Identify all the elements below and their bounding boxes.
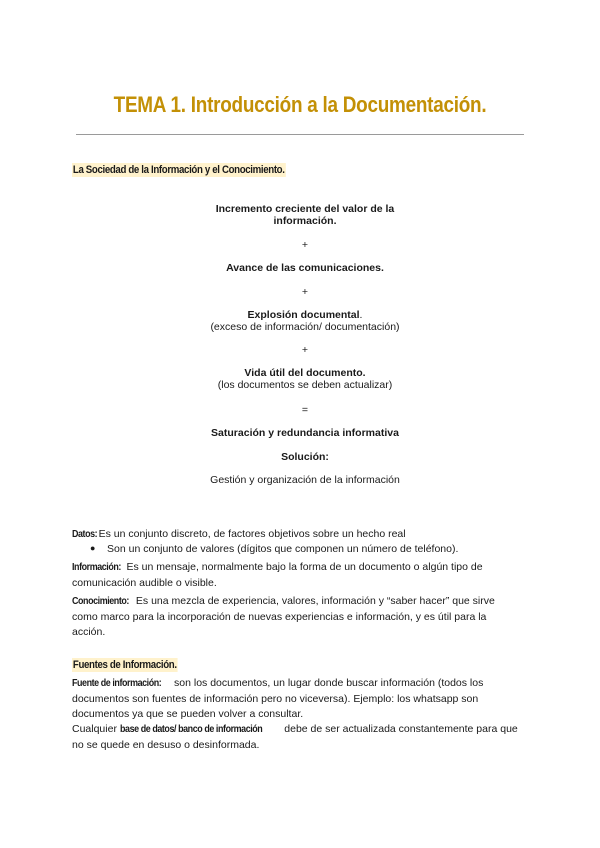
formula-equals: = bbox=[301, 404, 309, 416]
definition-conocimiento-text: Es una mezcla de experiencia, valores, información y “saber hacer” que sirve como marco para la incorporación de nuevas experiencias e información, y es útil para la acción. bbox=[72, 595, 495, 638]
datos-bullet-text: Son un conjunto de valores (dígitos que componen un número de teléfono). bbox=[107, 543, 459, 555]
section-heading-fuentes bbox=[72, 655, 192, 673]
definition-conocimiento bbox=[72, 594, 522, 641]
term-informacion: Información: bbox=[72, 561, 121, 573]
formula-line-4-sub: (los documentos se deben actualizar) bbox=[217, 379, 393, 391]
formula-plus-1: + bbox=[301, 239, 309, 251]
bullet-icon: ● bbox=[90, 543, 96, 553]
definition-datos bbox=[72, 527, 522, 543]
title-divider bbox=[76, 134, 524, 135]
section-heading-label: Fuentes de Información. bbox=[72, 659, 177, 671]
definition-fuente-text: son los documentos, un lugar donde buscar información (todos los documentos son fuentes de información pero no viceversa). Ejemplo: los whatsapp son documentos ya que se pueden volver a consultar. bbox=[72, 677, 484, 720]
formula-line-3-dot: . bbox=[359, 309, 363, 321]
formula-line-4: Vida útil del documento. bbox=[244, 367, 366, 379]
paragraph-prefix: Cualquier bbox=[72, 723, 120, 735]
term-conocimiento: Conocimiento: bbox=[72, 595, 129, 607]
formula-line-1b: información. bbox=[273, 215, 337, 227]
term-datos: Datos: bbox=[72, 528, 98, 540]
formula-plus-3: + bbox=[301, 344, 309, 356]
paragraph-base-datos bbox=[72, 722, 522, 753]
term-fuente: Fuente de información: bbox=[72, 677, 162, 689]
formula-plus-2: + bbox=[301, 286, 309, 298]
section-heading-sociedad bbox=[72, 160, 315, 178]
definition-datos-text: Es un conjunto discreto, de factores objetivos sobre un hecho real bbox=[95, 528, 406, 540]
term-base-datos: base de datos/ banco de información bbox=[119, 723, 263, 735]
formula-line-explosion bbox=[150, 309, 460, 333]
section-heading-label: La Sociedad de la Información y el Conocimiento. bbox=[72, 164, 285, 176]
formula-result: Saturación y redundancia informativa bbox=[211, 427, 399, 439]
formula-solution-label: Solución: bbox=[281, 451, 329, 463]
document-title: TEMA 1. Introducción a la Documentación. bbox=[113, 92, 487, 117]
formula-line-comunicaciones: Avance de las comunicaciones. bbox=[226, 262, 384, 274]
formula-line-vida-util bbox=[150, 367, 460, 391]
definition-informacion bbox=[72, 560, 522, 591]
formula-line-3: Explosión documental bbox=[247, 309, 360, 321]
formula-line-valor bbox=[150, 203, 460, 227]
formula-line-1a: Incremento creciente del valor de la bbox=[215, 203, 395, 215]
formula-line-3-sub: (exceso de información/ documentación) bbox=[210, 321, 400, 333]
paragraph-base-datos-text: debe de ser actualizada constantemente para que no se quede en desuso o desinformada. bbox=[72, 723, 518, 751]
formula-solution-text: Gestión y organización de la información bbox=[210, 474, 400, 486]
definition-informacion-text: Es un mensaje, normalmente bajo la forma de un documento o algún tipo de comunicación audible o visible. bbox=[72, 561, 483, 589]
definition-fuente bbox=[72, 676, 522, 723]
